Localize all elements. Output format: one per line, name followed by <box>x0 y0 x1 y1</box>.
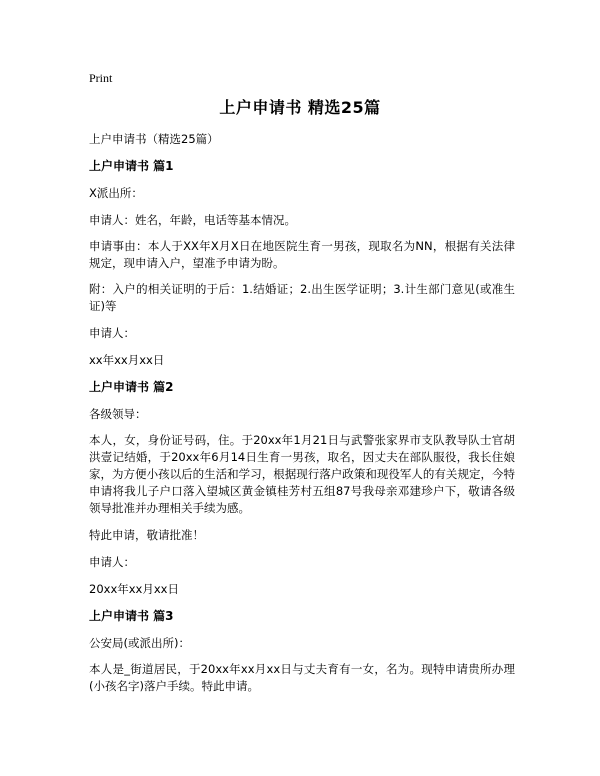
document-title: 上户申请书 精选25篇 <box>219 98 381 117</box>
addressee: X派出所： <box>89 186 143 200</box>
section-heading: 上户申请书 篇1 <box>89 159 174 173</box>
addressee: 公安局(或派出所)： <box>89 636 190 650</box>
attachment-note: 附：入户的相关证明的于后：1.结婚证；2.出生医学证明；3.计生部门意见(或准生证)等 <box>89 282 515 313</box>
document-subtitle: 上户申请书（精选25篇） <box>89 132 219 146</box>
addressee: 各级领导： <box>89 407 147 421</box>
section-heading: 上户申请书 篇2 <box>89 380 174 394</box>
date-line: xx年xx月xx日 <box>89 353 165 367</box>
date-line: 20xx年xx月xx日 <box>89 582 179 596</box>
application-body: 本人是_街道居民，于20xx年xx月xx日与丈夫育有一女，名为。现特申请贵所办理(小孩名字)落户手续。特此申请。 <box>89 662 515 693</box>
applicant-info: 申请人：姓名，年龄，电话等基本情况。 <box>89 213 296 227</box>
signature-label: 申请人： <box>89 326 135 340</box>
application-body: 本人，女，身份证号码，住。于20xx年1月21日与武警张家界市支队教导队士官胡洪壹记结婚，于20xx年6月14日生育一男孩，取名，因丈夫在部队服役，我长住娘家，为方便小孩以后的生活和学习，根据现行落户政策和现役军人的有关规定，今特申请将我儿子户口落入望城区黄金镇桂芳村五组87号我母亲邓建珍户下，敬请各级领导批准并办理相关手续为感。 <box>89 433 515 515</box>
section-heading: 上户申请书 篇3 <box>89 609 174 623</box>
application-reason: 申请事由：本人于XX年X月X日在地医院生育一男孩，现取名为NN，根据有关法律规定，现申请入户，望准予申请为盼。 <box>89 239 515 270</box>
print-label[interactable]: Print <box>89 71 113 85</box>
document-body <box>89 130 515 704</box>
closing-line: 特此申请，敬请批准！ <box>89 528 204 542</box>
signature-label: 申请人： <box>89 555 135 569</box>
